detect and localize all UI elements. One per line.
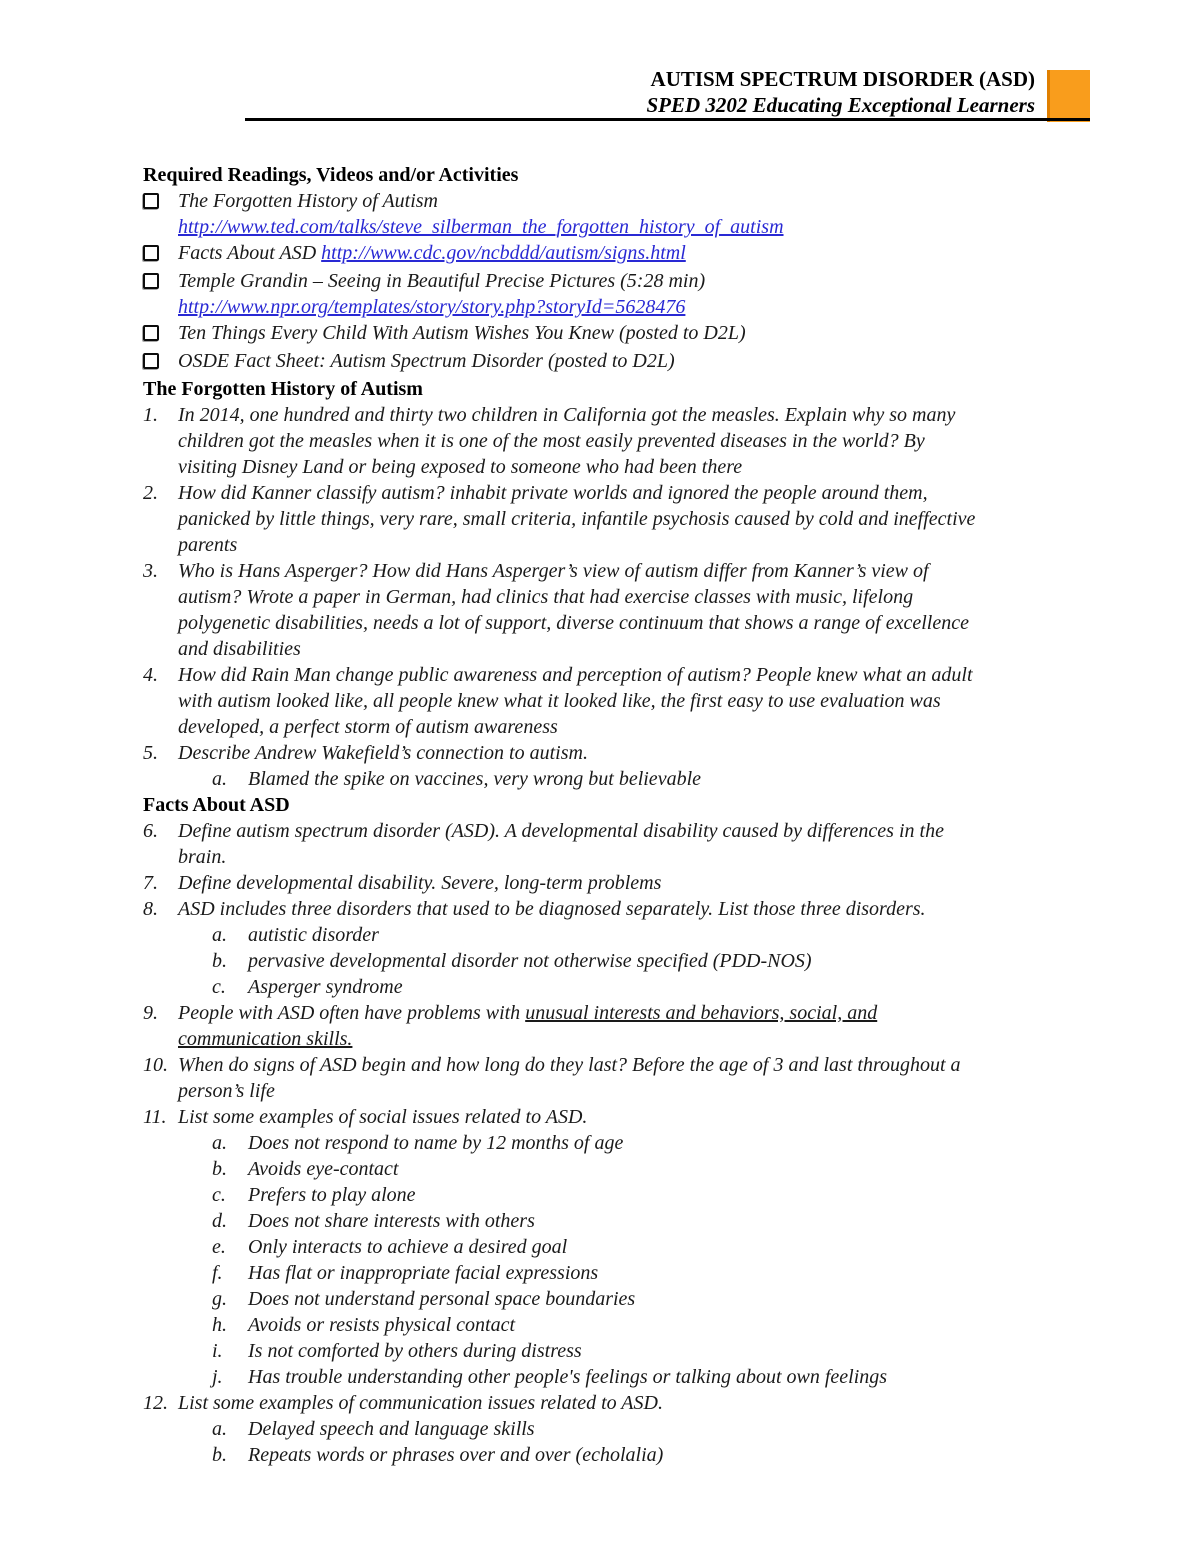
list-marker: b. (212, 950, 227, 972)
text-segment: The Forgotten History of Autism (143, 378, 423, 400)
list-marker: j. (212, 1366, 223, 1388)
item-text (178, 896, 1093, 922)
text-line (248, 1260, 1093, 1286)
text-segment: Delayed speech and language skills (248, 1418, 535, 1440)
text-segment: Does not share interests with others (248, 1210, 535, 1232)
text-line (248, 1364, 1093, 1390)
item-text (248, 1260, 1093, 1286)
list-marker: 8. (143, 898, 158, 920)
text-segment: When do signs of ASD begin and how long do they last? Before the age of 3 and last throughout a (178, 1054, 961, 1076)
checkbox-marker (143, 320, 178, 348)
list-marker: 1. (143, 404, 158, 426)
list-marker: c. (212, 976, 226, 998)
text-line (248, 948, 1093, 974)
numbered-item (143, 480, 1093, 558)
text-segment: The Forgotten History of Autism (178, 190, 438, 212)
text-segment: ASD includes three disorders that used to be diagnosed separately. List those three disorders. (178, 898, 926, 920)
text-line (178, 558, 1093, 584)
list-marker: 5. (143, 742, 158, 764)
text-line (178, 1026, 1093, 1052)
text-segment: List some examples of social issues related to ASD. (178, 1106, 588, 1128)
lettered-item (143, 1234, 1093, 1260)
text-line (178, 636, 1093, 662)
text-segment: pervasive developmental disorder not otherwise specified (PDD-NOS) (248, 950, 812, 972)
text-segment: Describe Andrew Wakefield’s connection to autism. (178, 742, 588, 764)
text-segment: Blamed the spike on vaccines, very wrong but believable (248, 768, 701, 790)
list-marker: a. (212, 924, 227, 946)
lettered-item (143, 1442, 1093, 1468)
lettered-item (143, 1286, 1093, 1312)
checklist-item (143, 268, 1093, 320)
text-segment: visiting Disney Land or being exposed to someone who had been there (178, 456, 743, 478)
text-line (178, 818, 1093, 844)
text-line (178, 506, 1093, 532)
text-line (178, 1078, 1093, 1104)
text-line (178, 320, 1093, 346)
text-segment: children got the measles when it is one of the most easily prevented diseases in the world? By (178, 430, 925, 452)
accent-block (1047, 70, 1090, 122)
hyperlink[interactable]: http://www.ted.com/talks/steve_silberman_the_forgotten_history_of_autism (178, 216, 784, 238)
lettered-item (143, 948, 1093, 974)
list-marker: c. (212, 1184, 226, 1206)
text-line (178, 480, 1093, 506)
text-line (178, 348, 1093, 374)
text-line (248, 1234, 1093, 1260)
list-marker: b. (212, 1158, 227, 1180)
text-line (178, 214, 1093, 240)
text-line (178, 896, 1093, 922)
document-header (646, 66, 1035, 118)
item-text (178, 740, 1093, 766)
section-heading (143, 376, 1093, 402)
text-line (248, 1338, 1093, 1364)
checkbox-marker (143, 240, 178, 268)
numbered-item (143, 896, 1093, 922)
lettered-item (143, 1156, 1093, 1182)
list-marker: 11. (143, 1106, 167, 1128)
item-text (178, 480, 1093, 558)
underlined-text: unusual interests and behaviors, social, and (525, 1002, 878, 1024)
item-text (178, 662, 1093, 740)
text-line (178, 532, 1093, 558)
text-segment: autistic disorder (248, 924, 379, 946)
numbered-item (143, 402, 1093, 480)
list-marker: i. (212, 1340, 223, 1362)
text-segment: panicked by little things, very rare, small criteria, infantile psychosis caused by cold and ineffective (178, 508, 976, 530)
text-segment: Required Readings, Videos and/or Activities (143, 164, 519, 186)
lettered-item (143, 1130, 1093, 1156)
text-segment: List some examples of communication issues related to ASD. (178, 1392, 663, 1414)
text-line (178, 454, 1093, 480)
text-segment: person’s life (178, 1080, 275, 1102)
item-text (143, 376, 1093, 402)
item-text (178, 1000, 1093, 1052)
text-segment: Avoids or resists physical contact (248, 1314, 516, 1336)
item-text (143, 792, 1093, 818)
checklist-item (143, 348, 1093, 376)
text-segment: Does not respond to name by 12 months of age (248, 1132, 624, 1154)
text-segment: Is not comforted by others during distress (248, 1340, 582, 1362)
lettered-item (143, 1364, 1093, 1390)
checklist-item (143, 188, 1093, 240)
text-segment: Asperger syndrome (248, 976, 403, 998)
text-line (178, 188, 1093, 214)
text-segment: parents (178, 534, 238, 556)
checkbox-icon (143, 245, 159, 261)
item-text (248, 1234, 1093, 1260)
list-marker: 3. (143, 560, 158, 582)
lettered-item (143, 766, 1093, 792)
item-text (178, 818, 1093, 870)
text-line (248, 1156, 1093, 1182)
item-text (248, 1130, 1093, 1156)
text-segment: polygenetic disabilities, needs a lot of support, diverse continuum that shows a range of excellence (178, 612, 969, 634)
text-line (178, 740, 1093, 766)
text-line (178, 294, 1093, 320)
text-line (178, 688, 1093, 714)
text-segment: In 2014, one hundred and thirty two children in California got the measles. Explain why so many (178, 404, 956, 426)
list-marker: 10. (143, 1054, 168, 1076)
item-text (248, 1338, 1093, 1364)
page-title: AUTISM SPECTRUM DISORDER (ASD) (650, 67, 1035, 91)
text-line (178, 1390, 1093, 1416)
text-line (143, 792, 1093, 818)
item-text (178, 320, 1093, 346)
list-marker: e. (212, 1236, 226, 1258)
text-line (178, 610, 1093, 636)
list-marker: 12. (143, 1392, 168, 1414)
item-text (248, 1286, 1093, 1312)
item-text (178, 1390, 1093, 1416)
hyperlink[interactable]: http://www.npr.org/templates/story/story.php?storyId=5628476 (178, 296, 686, 318)
numbered-item (143, 662, 1093, 740)
text-segment: Has trouble understanding other people's feelings or talking about own feelings (248, 1366, 888, 1388)
item-text (178, 402, 1093, 480)
checkbox-icon (143, 273, 159, 289)
list-marker: b. (212, 1444, 227, 1466)
checkbox-icon (143, 353, 159, 369)
list-marker: h. (212, 1314, 227, 1336)
list-marker: a. (212, 1132, 227, 1154)
text-line (248, 1416, 1093, 1442)
item-text (143, 162, 1093, 188)
text-segment: Ten Things Every Child With Autism Wishes You Knew (posted to D2L) (178, 322, 746, 344)
item-text (178, 558, 1093, 662)
item-text (248, 1312, 1093, 1338)
item-text (178, 268, 1093, 320)
numbered-item (143, 740, 1093, 766)
list-marker: f. (212, 1262, 223, 1284)
text-segment: How did Rain Man change public awareness and perception of autism? People knew what an adult (178, 664, 973, 686)
item-text (178, 188, 1093, 240)
item-text (248, 1208, 1093, 1234)
item-text (248, 1364, 1093, 1390)
underlined-text: communication skills. (178, 1028, 353, 1050)
lettered-item (143, 1208, 1093, 1234)
list-marker: a. (212, 1418, 227, 1440)
text-segment: Repeats words or phrases over and over (echolalia) (248, 1444, 664, 1466)
text-segment: Define autism spectrum disorder (ASD). A developmental disability caused by differences in the (178, 820, 944, 842)
item-text (178, 1052, 1093, 1104)
item-text (248, 974, 1093, 1000)
section-heading (143, 162, 1093, 188)
list-marker: g. (212, 1288, 227, 1310)
text-line (248, 1182, 1093, 1208)
text-line (178, 584, 1093, 610)
item-text (248, 922, 1093, 948)
text-line (248, 922, 1093, 948)
text-line (178, 844, 1093, 870)
list-marker: 6. (143, 820, 158, 842)
text-line (178, 428, 1093, 454)
course-subtitle: SPED 3202 Educating Exceptional Learners (646, 93, 1035, 117)
text-segment: and disabilities (178, 638, 301, 660)
item-text (178, 240, 1093, 266)
checkbox-marker (143, 268, 178, 296)
numbered-item (143, 1104, 1093, 1130)
text-segment: OSDE Fact Sheet: Autism Spectrum Disorder (posted to D2L) (178, 350, 675, 372)
text-line (178, 870, 1093, 896)
text-segment: developed, a perfect storm of autism awareness (178, 716, 558, 738)
text-segment: Only interacts to achieve a desired goal (248, 1236, 568, 1258)
checkbox-icon (143, 325, 159, 341)
text-line (143, 162, 1093, 188)
lettered-item (143, 1312, 1093, 1338)
hyperlink[interactable]: http://www.cdc.gov/ncbddd/autism/signs.html (321, 242, 686, 264)
text-line (248, 766, 1093, 792)
lettered-item (143, 1338, 1093, 1364)
item-text (248, 766, 1093, 792)
text-segment: Who is Hans Asperger? How did Hans Asperger’s view of autism differ from Kanner’s view of (178, 560, 929, 582)
numbered-item (143, 818, 1093, 870)
text-segment: Define developmental disability. Severe, long-term problems (178, 872, 662, 894)
text-line (143, 376, 1093, 402)
text-segment: Has flat or inappropriate facial expressions (248, 1262, 599, 1284)
text-line (178, 240, 1093, 266)
text-line (248, 1312, 1093, 1338)
lettered-item (143, 1260, 1093, 1286)
text-segment: Temple Grandin – Seeing in Beautiful Precise Pictures (5:28 min) (178, 270, 706, 292)
text-line (178, 1000, 1093, 1026)
numbered-item (143, 1000, 1093, 1052)
numbered-item (143, 1052, 1093, 1104)
text-segment: Facts About ASD (143, 794, 290, 816)
item-text (248, 1416, 1093, 1442)
numbered-item (143, 558, 1093, 662)
item-text (178, 870, 1093, 896)
list-marker: a. (212, 768, 227, 790)
numbered-item (143, 1390, 1093, 1416)
checklist-item (143, 320, 1093, 348)
lettered-item (143, 974, 1093, 1000)
list-marker: d. (212, 1210, 227, 1232)
text-segment: People with ASD often have problems with (178, 1002, 526, 1024)
checklist-item (143, 240, 1093, 268)
text-line (248, 974, 1093, 1000)
text-segment: autism? Wrote a paper in German, had clinics that had exercise classes with music, lifelong (178, 586, 914, 608)
header-rule (245, 118, 1090, 121)
document-body (143, 162, 1093, 1468)
text-segment: brain. (178, 846, 227, 868)
checkbox-icon (143, 193, 159, 209)
text-line (248, 1286, 1093, 1312)
list-marker: 2. (143, 482, 158, 504)
item-text (178, 1104, 1093, 1130)
text-line (178, 268, 1093, 294)
text-line (178, 402, 1093, 428)
item-text (248, 1156, 1093, 1182)
text-line (178, 1104, 1093, 1130)
text-line (178, 1052, 1093, 1078)
text-segment: Does not understand personal space boundaries (248, 1288, 636, 1310)
text-segment: Prefers to play alone (248, 1184, 416, 1206)
item-text (178, 348, 1093, 374)
checkbox-marker (143, 188, 178, 216)
text-segment: with autism looked like, all people knew what it looked like, the first easy to use evaluation was (178, 690, 941, 712)
text-line (248, 1208, 1093, 1234)
list-marker: 7. (143, 872, 158, 894)
text-segment: Facts About ASD (178, 242, 322, 264)
list-marker: 4. (143, 664, 158, 686)
section-heading (143, 792, 1093, 818)
list-marker: 9. (143, 1002, 158, 1024)
checkbox-marker (143, 348, 178, 376)
item-text (248, 948, 1093, 974)
text-segment: How did Kanner classify autism? inhabit private worlds and ignored the people around them, (178, 482, 928, 504)
lettered-item (143, 1416, 1093, 1442)
text-line (248, 1130, 1093, 1156)
numbered-item (143, 870, 1093, 896)
item-text (248, 1182, 1093, 1208)
text-line (178, 662, 1093, 688)
text-segment: Avoids eye-contact (248, 1158, 399, 1180)
text-line (248, 1442, 1093, 1468)
text-line (178, 714, 1093, 740)
lettered-item (143, 1182, 1093, 1208)
lettered-item (143, 922, 1093, 948)
item-text (248, 1442, 1093, 1468)
